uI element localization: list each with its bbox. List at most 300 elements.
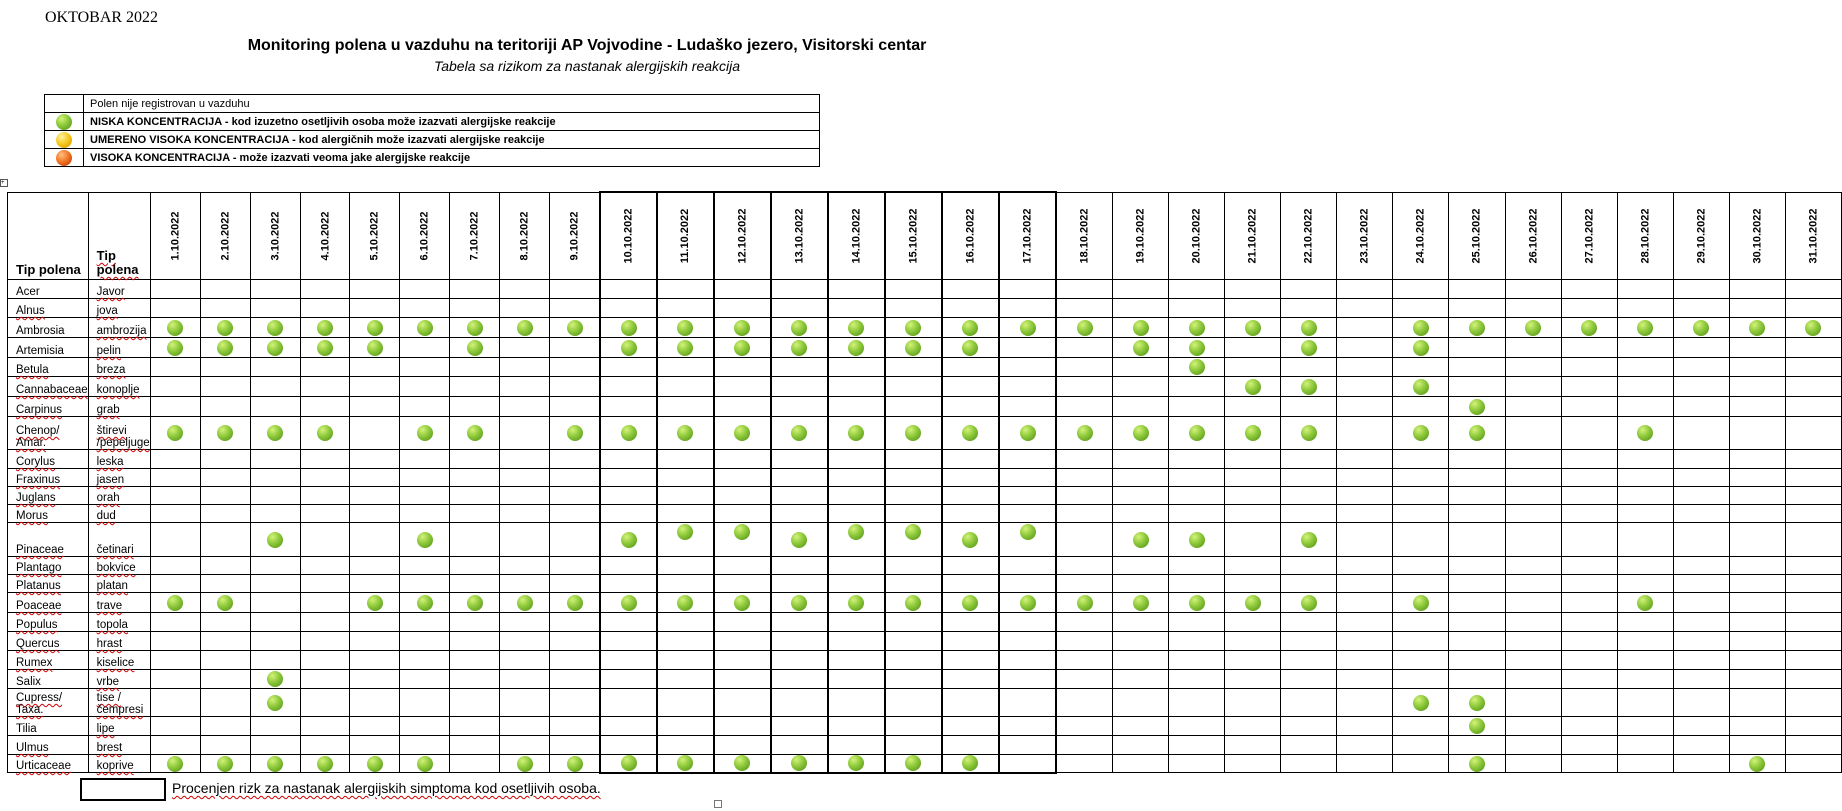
pollen-cell <box>1056 377 1113 397</box>
table-move-handle[interactable]: + <box>0 179 8 187</box>
pollen-cell <box>657 377 713 397</box>
pollen-cell <box>200 651 250 670</box>
pollen-cell <box>1729 755 1785 773</box>
pollen-cell <box>828 575 885 593</box>
pollen-cell <box>1729 469 1785 487</box>
green-dot-icon <box>567 425 583 441</box>
pollen-cell <box>400 593 450 613</box>
pollen-cell <box>1169 575 1225 593</box>
green-dot-icon <box>1245 425 1261 441</box>
table-row <box>8 651 1842 670</box>
pollen-cell <box>1505 417 1561 450</box>
pollen-cell <box>1225 613 1281 632</box>
pollen-cell <box>500 593 550 613</box>
pollen-cell <box>1337 487 1393 505</box>
month-label: OKTOBAR 2022 <box>45 9 159 26</box>
pollen-local-name: štirevi /pepeljuge <box>88 417 150 450</box>
date-header: 5.10.2022 <box>350 192 400 280</box>
pollen-cell <box>942 338 999 358</box>
pollen-cell <box>1113 450 1169 469</box>
pollen-cell <box>1056 593 1113 613</box>
pollen-cell <box>300 651 350 670</box>
pollen-cell <box>1225 717 1281 736</box>
pollen-cell <box>1561 575 1617 593</box>
pollen-cell <box>1673 593 1729 613</box>
date-header: 25.10.2022 <box>1449 192 1505 280</box>
green-dot-icon <box>1133 320 1149 336</box>
pollen-cell <box>250 505 300 523</box>
pollen-cell <box>771 377 828 397</box>
pollen-local-name: ambrozija <box>88 318 150 338</box>
pollen-cell <box>500 487 550 505</box>
pollen-cell <box>1113 469 1169 487</box>
pollen-cell <box>500 318 550 338</box>
pollen-cell <box>714 505 771 523</box>
green-dot-icon <box>56 114 72 130</box>
pollen-cell <box>1673 417 1729 450</box>
pollen-cell <box>1617 755 1673 773</box>
pollen-cell <box>942 717 999 736</box>
pollen-cell <box>657 651 713 670</box>
green-dot-icon <box>217 595 233 611</box>
pollen-cell <box>450 523 500 557</box>
pollen-cell <box>1617 469 1673 487</box>
pollen-cell <box>1617 338 1673 358</box>
table-row <box>8 338 1842 358</box>
pollen-cell <box>1169 670 1225 689</box>
pollen-cell <box>150 338 200 358</box>
pollen-cell <box>657 755 713 773</box>
pollen-latin-name: Populus <box>8 613 89 632</box>
pollen-cell <box>350 575 400 593</box>
pollen-cell <box>1673 397 1729 417</box>
pollen-cell <box>1056 469 1113 487</box>
pollen-cell <box>714 613 771 632</box>
pollen-cell <box>350 487 400 505</box>
pollen-cell <box>714 717 771 736</box>
green-dot-icon <box>467 320 483 336</box>
pollen-cell <box>450 338 500 358</box>
pollen-cell <box>999 632 1056 651</box>
pollen-cell <box>400 338 450 358</box>
pollen-cell <box>150 358 200 377</box>
pollen-cell <box>1617 736 1673 755</box>
pollen-cell <box>200 523 250 557</box>
pollen-cell <box>250 397 300 417</box>
pollen-cell <box>1393 338 1449 358</box>
table-row <box>8 717 1842 736</box>
pollen-cell <box>828 280 885 299</box>
pollen-cell <box>1281 450 1337 469</box>
pollen-cell <box>1785 613 1841 632</box>
table-row <box>8 593 1842 613</box>
pollen-cell <box>1785 280 1841 299</box>
pollen-cell <box>600 689 657 717</box>
pollen-cell <box>1393 469 1449 487</box>
pollen-cell <box>1729 689 1785 717</box>
pollen-cell <box>550 670 600 689</box>
pollen-cell <box>942 651 999 670</box>
pollen-cell <box>300 613 350 632</box>
green-dot-icon <box>317 425 333 441</box>
pollen-cell <box>1056 632 1113 651</box>
pollen-cell <box>657 397 713 417</box>
pollen-cell <box>150 469 200 487</box>
pollen-cell <box>999 670 1056 689</box>
pollen-cell <box>771 487 828 505</box>
pollen-cell <box>771 450 828 469</box>
pollen-cell <box>200 318 250 338</box>
pollen-cell <box>450 299 500 318</box>
pollen-cell <box>1056 280 1113 299</box>
pollen-cell <box>1225 689 1281 717</box>
pollen-cell <box>200 299 250 318</box>
pollen-cell <box>150 575 200 593</box>
pollen-cell <box>1113 593 1169 613</box>
pollen-cell <box>1617 450 1673 469</box>
pollen-cell <box>714 670 771 689</box>
pollen-cell <box>828 593 885 613</box>
green-dot-icon <box>1749 756 1765 772</box>
pollen-cell <box>1505 736 1561 755</box>
pollen-cell <box>828 417 885 450</box>
pollen-cell <box>999 717 1056 736</box>
pollen-cell <box>771 523 828 557</box>
green-dot-icon <box>677 340 693 356</box>
pollen-cell <box>550 469 600 487</box>
pollen-cell <box>885 299 942 318</box>
pollen-cell <box>1113 717 1169 736</box>
pollen-cell <box>400 397 450 417</box>
pollen-cell <box>1673 299 1729 318</box>
pollen-cell <box>250 575 300 593</box>
pollen-cell <box>714 318 771 338</box>
pollen-cell <box>1337 557 1393 575</box>
pollen-cell <box>714 651 771 670</box>
table-row <box>8 280 1842 299</box>
pollen-cell <box>1673 377 1729 397</box>
pollen-cell <box>1225 299 1281 318</box>
pollen-cell <box>1113 338 1169 358</box>
green-dot-icon <box>962 755 978 771</box>
pollen-cell <box>999 523 1056 557</box>
pollen-cell <box>942 689 999 717</box>
pollen-cell <box>1561 632 1617 651</box>
pollen-cell <box>150 613 200 632</box>
pollen-cell <box>500 557 550 575</box>
green-dot-icon <box>621 595 637 611</box>
pollen-cell <box>200 280 250 299</box>
pollen-cell <box>500 717 550 736</box>
pollen-cell <box>1281 755 1337 773</box>
pollen-cell <box>1449 613 1505 632</box>
pollen-cell <box>1729 417 1785 450</box>
pollen-cell <box>450 575 500 593</box>
green-dot-icon <box>1637 425 1653 441</box>
pollen-cell <box>1449 450 1505 469</box>
pollen-cell <box>1337 417 1393 450</box>
pollen-cell <box>1169 397 1225 417</box>
pollen-cell <box>600 575 657 593</box>
green-dot-icon <box>317 320 333 336</box>
pollen-cell <box>1785 593 1841 613</box>
pollen-cell <box>885 358 942 377</box>
green-dot-icon <box>1413 595 1429 611</box>
green-dot-icon <box>677 425 693 441</box>
table-row <box>8 689 1842 717</box>
date-header: 14.10.2022 <box>828 192 885 280</box>
pollen-cell <box>828 469 885 487</box>
green-dot-icon <box>367 320 383 336</box>
pollen-cell <box>828 736 885 755</box>
pollen-cell <box>450 377 500 397</box>
yellow-dot-icon <box>56 132 72 148</box>
pollen-cell <box>1673 338 1729 358</box>
green-dot-icon <box>1469 399 1485 415</box>
pollen-cell <box>1337 338 1393 358</box>
pollen-cell <box>828 505 885 523</box>
pollen-cell <box>1561 469 1617 487</box>
green-dot-icon <box>567 320 583 336</box>
date-header: 23.10.2022 <box>1337 192 1393 280</box>
green-dot-icon <box>962 532 978 548</box>
pollen-cell <box>1785 318 1841 338</box>
pollen-cell <box>714 299 771 318</box>
pollen-cell <box>300 397 350 417</box>
pollen-cell <box>1785 358 1841 377</box>
pollen-cell <box>1113 505 1169 523</box>
pollen-cell <box>1056 717 1113 736</box>
pollen-cell <box>550 523 600 557</box>
pollen-cell <box>942 593 999 613</box>
pollen-cell <box>657 613 713 632</box>
pollen-cell <box>1113 523 1169 557</box>
pollen-cell <box>771 632 828 651</box>
pollen-cell <box>885 338 942 358</box>
date-header: 3.10.2022 <box>250 192 300 280</box>
pollen-cell <box>1113 417 1169 450</box>
pollen-cell <box>942 523 999 557</box>
pollen-cell <box>999 557 1056 575</box>
pollen-cell <box>1281 632 1337 651</box>
pollen-cell <box>550 557 600 575</box>
pollen-local-name: dud <box>88 505 150 523</box>
pollen-cell <box>300 318 350 338</box>
pollen-cell <box>600 318 657 338</box>
green-dot-icon <box>962 595 978 611</box>
green-dot-icon <box>1637 320 1653 336</box>
pollen-latin-name: Ulmus <box>8 736 89 755</box>
pollen-cell <box>657 689 713 717</box>
pollen-cell <box>500 736 550 755</box>
pollen-cell <box>828 557 885 575</box>
pollen-cell <box>1729 505 1785 523</box>
pollen-cell <box>1393 487 1449 505</box>
pollen-cell <box>300 523 350 557</box>
pollen-cell <box>885 670 942 689</box>
pollen-local-name: četinari <box>88 523 150 557</box>
pollen-latin-name: Morus <box>8 505 89 523</box>
page-subtitle: Tabela sa rizikom za nastanak alergijskih reakcija <box>433 58 741 74</box>
pollen-latin-name: Ambrosia <box>8 318 89 338</box>
pollen-cell <box>1337 469 1393 487</box>
pollen-cell <box>1337 505 1393 523</box>
pollen-cell <box>350 717 400 736</box>
table-row <box>8 397 1842 417</box>
green-dot-icon <box>317 756 333 772</box>
legend-table <box>44 94 820 167</box>
table-row <box>8 670 1842 689</box>
pollen-latin-name: Carpinus <box>8 397 89 417</box>
pollen-local-name: leska <box>88 450 150 469</box>
pollen-cell <box>1281 689 1337 717</box>
pollen-cell <box>150 755 200 773</box>
pollen-latin-name: Urticaceae <box>8 755 89 773</box>
pollen-cell <box>250 469 300 487</box>
green-dot-icon <box>1189 532 1205 548</box>
pollen-cell <box>1225 505 1281 523</box>
pollen-cell <box>150 377 200 397</box>
date-header: 31.10.2022 <box>1785 192 1841 280</box>
pollen-local-name: kiselice <box>88 651 150 670</box>
pollen-cell <box>1729 593 1785 613</box>
pollen-cell <box>300 487 350 505</box>
pollen-cell <box>150 450 200 469</box>
pollen-cell <box>550 358 600 377</box>
pollen-cell <box>942 280 999 299</box>
green-dot-icon <box>962 340 978 356</box>
pollen-cell <box>1505 299 1561 318</box>
pollen-local-name: tise / čempresi <box>88 689 150 717</box>
green-dot-icon <box>848 524 864 540</box>
pollen-cell <box>500 670 550 689</box>
green-dot-icon <box>217 320 233 336</box>
green-dot-icon <box>1301 595 1317 611</box>
pollen-cell <box>300 505 350 523</box>
pollen-cell <box>1505 505 1561 523</box>
green-dot-icon <box>1020 425 1036 441</box>
pollen-cell <box>1281 736 1337 755</box>
legend-text: VISOKA KONCENTRACIJA - može izazvati veoma jake alergijske reakcije <box>84 149 820 167</box>
pollen-cell <box>828 523 885 557</box>
green-dot-icon <box>1133 595 1149 611</box>
pollen-cell <box>500 377 550 397</box>
pollen-cell <box>714 397 771 417</box>
pollen-cell <box>1729 280 1785 299</box>
pollen-cell <box>1393 557 1449 575</box>
pollen-cell <box>1337 613 1393 632</box>
pollen-cell <box>250 557 300 575</box>
green-dot-icon <box>1189 425 1205 441</box>
green-dot-icon <box>167 756 183 772</box>
pollen-cell <box>500 417 550 450</box>
pollen-cell <box>1729 338 1785 358</box>
pollen-cell <box>1056 505 1113 523</box>
pollen-cell <box>828 651 885 670</box>
pollen-cell <box>1281 523 1337 557</box>
pollen-cell <box>1561 505 1617 523</box>
page-title: Monitoring polena u vazduhu na teritoriji AP Vojvodine - Ludaško jezero, Visitorski centar <box>247 37 927 54</box>
pollen-cell <box>600 469 657 487</box>
pollen-cell <box>1505 613 1561 632</box>
pollen-cell <box>1673 755 1729 773</box>
pollen-cell <box>250 632 300 651</box>
date-header: 11.10.2022 <box>657 192 713 280</box>
green-dot-icon <box>1413 340 1429 356</box>
green-dot-icon <box>1133 532 1149 548</box>
pollen-cell <box>300 632 350 651</box>
pollen-cell <box>550 689 600 717</box>
pollen-cell <box>1617 505 1673 523</box>
pollen-cell <box>714 557 771 575</box>
green-dot-icon <box>567 756 583 772</box>
pollen-cell <box>1225 523 1281 557</box>
pollen-cell <box>1113 318 1169 338</box>
pollen-cell <box>400 651 450 670</box>
pollen-cell <box>942 417 999 450</box>
pollen-cell <box>1393 397 1449 417</box>
green-dot-icon <box>848 340 864 356</box>
date-header: 10.10.2022 <box>600 192 657 280</box>
pollen-cell <box>1449 557 1505 575</box>
pollen-cell <box>1617 397 1673 417</box>
pollen-cell <box>1169 338 1225 358</box>
pollen-cell <box>450 469 500 487</box>
pollen-cell <box>771 417 828 450</box>
pollen-cell <box>1056 651 1113 670</box>
pollen-cell <box>828 717 885 736</box>
pollen-cell <box>1785 651 1841 670</box>
pollen-cell <box>1617 280 1673 299</box>
pollen-cell <box>1225 670 1281 689</box>
pollen-cell <box>942 299 999 318</box>
pollen-cell <box>1561 670 1617 689</box>
pollen-cell <box>942 736 999 755</box>
green-dot-icon <box>367 756 383 772</box>
green-dot-icon <box>1077 320 1093 336</box>
pollen-cell <box>1561 736 1617 755</box>
pollen-cell <box>400 505 450 523</box>
pollen-cell <box>999 651 1056 670</box>
pollen-cell <box>1449 280 1505 299</box>
pollen-cell <box>885 469 942 487</box>
pollen-cell <box>1505 358 1561 377</box>
pollen-cell <box>150 689 200 717</box>
pollen-cell <box>400 280 450 299</box>
legend-text: UMERENO VISOKA KONCENTRACIJA - kod alergičnih može izazvati alergijske reakcije <box>84 131 820 149</box>
pollen-cell <box>1785 736 1841 755</box>
pollen-cell <box>300 575 350 593</box>
pollen-cell <box>1393 613 1449 632</box>
pollen-cell <box>1056 417 1113 450</box>
pollen-cell <box>300 689 350 717</box>
pollen-cell <box>1505 377 1561 397</box>
pollen-cell <box>1729 670 1785 689</box>
green-dot-icon <box>734 755 750 771</box>
green-dot-icon <box>1133 340 1149 356</box>
pollen-cell <box>1393 377 1449 397</box>
pollen-latin-name: Chenop/ Amar. <box>8 417 89 450</box>
pollen-cell <box>999 575 1056 593</box>
pollen-cell <box>200 670 250 689</box>
pollen-cell <box>200 755 250 773</box>
table-row <box>8 575 1842 593</box>
pollen-cell <box>450 318 500 338</box>
pollen-cell <box>942 575 999 593</box>
pollen-cell <box>150 505 200 523</box>
pollen-cell <box>1673 450 1729 469</box>
pollen-cell <box>1505 755 1561 773</box>
